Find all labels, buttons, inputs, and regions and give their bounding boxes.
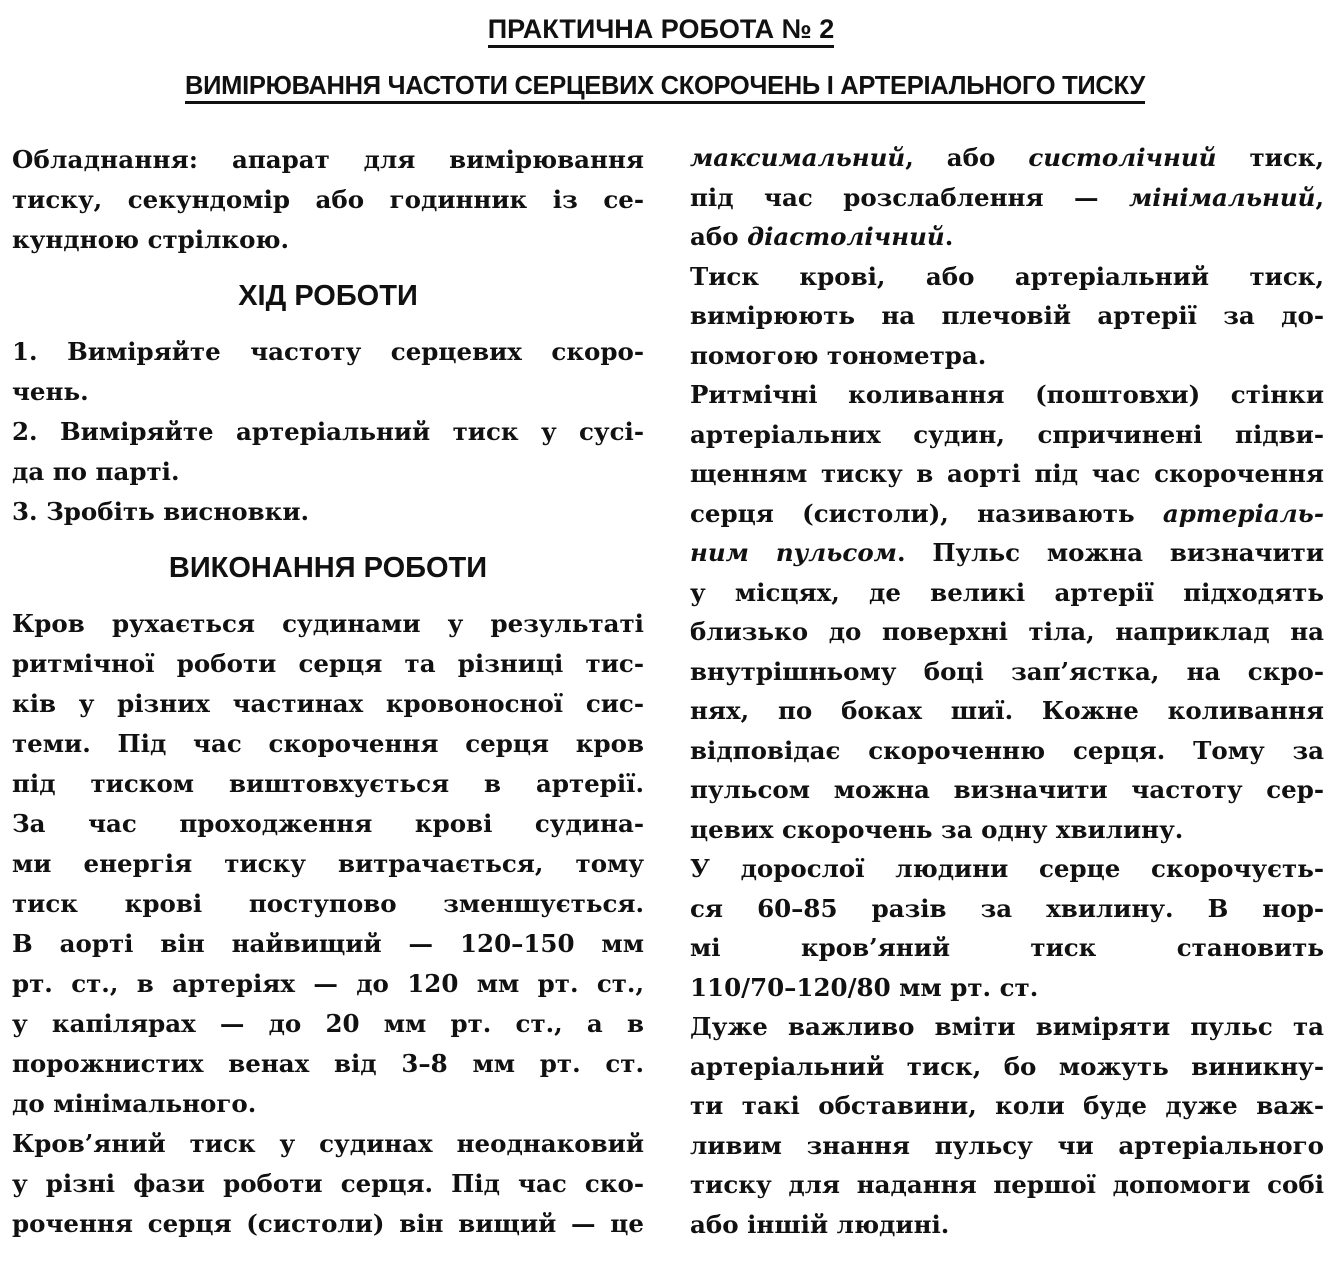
text-line — [12, 452, 644, 492]
text-line — [12, 804, 644, 844]
text-line — [12, 764, 644, 804]
text-line — [12, 140, 644, 180]
italic-term: мінімальний — [1128, 182, 1316, 212]
text-line — [690, 1007, 1324, 1047]
text-line — [690, 573, 1324, 613]
text-segment: Тиск крові, або артеріальний тиск, — [690, 261, 1324, 291]
text-segment: нях, по боках шиї. Кожне коливання — [690, 696, 1324, 725]
text-line — [690, 138, 1324, 178]
text-line — [690, 691, 1324, 731]
text-line — [12, 1084, 644, 1124]
text-segment: У дорослої людини серце скорочуєть- — [690, 854, 1324, 883]
text-segment: рт. ст., в артеріях — до 120 мм рт. ст., — [12, 969, 644, 998]
text-line — [690, 257, 1324, 297]
text-line — [690, 1086, 1324, 1126]
text-segment: За час проходження крові судина- — [12, 809, 644, 838]
text-segment: 2. Виміряйте артеріальний тиск у сусі- — [12, 417, 644, 446]
text-line — [690, 454, 1324, 494]
section-heading: ХІД РОБОТИ — [238, 280, 418, 312]
text-line — [12, 964, 644, 1004]
text-segment: 3. Зробіть висновки. — [12, 497, 310, 526]
text-segment: 1. Виміряйте частоту серцевих скоро- — [12, 337, 644, 366]
page-title-text: ПРАКТИЧНА РОБОТА № 2 — [488, 14, 835, 48]
text-segment: кундною стрілкою. — [12, 225, 290, 254]
italic-term: ним пульсом — [690, 538, 897, 567]
text-line — [12, 492, 644, 532]
text-segment: , або — [905, 143, 1029, 172]
bold-label: Обладнання: — [12, 145, 199, 174]
text-segment: щенням тиску в аорті під час скорочення — [690, 459, 1324, 488]
text-line — [690, 968, 1324, 1008]
text-line — [12, 844, 644, 884]
right-column — [690, 138, 1324, 1244]
text-line — [690, 494, 1324, 534]
text-segment: або — [690, 222, 748, 251]
text-segment: Кров’яний тиск у судинах неоднаковий — [12, 1129, 644, 1158]
text-line — [690, 296, 1324, 336]
text-line — [12, 1044, 644, 1084]
italic-term: артеріаль- — [1162, 498, 1324, 528]
text-segment: ритмічної роботи серця та різниці тис- — [12, 649, 644, 678]
text-line — [12, 220, 644, 260]
text-segment: тиск крові поступово зменшується. — [12, 889, 644, 918]
text-line — [12, 724, 644, 764]
text-segment: у різні фази роботи серця. Під час ско- — [12, 1169, 644, 1198]
text-segment: під тиском виштовхується в артерії. — [12, 769, 644, 798]
text-segment: під час розслаблення — — [690, 182, 1129, 212]
text-line — [12, 1164, 644, 1204]
text-segment: . — [944, 222, 954, 251]
text-segment: тиску для надання першої допомоги собі — [690, 1170, 1324, 1199]
italic-term: діастолічний — [747, 222, 945, 251]
text-segment: . Пульс можна визначити — [896, 538, 1324, 567]
text-segment: ти такі обставини, коли буде дуже важ- — [690, 1091, 1324, 1120]
text-segment: рочення серця (систоли) він вищий — це — [12, 1209, 644, 1238]
text-line — [12, 884, 644, 924]
text-line — [690, 652, 1324, 692]
text-segment: серця (систоли), називають — [690, 498, 1163, 528]
text-segment: порожнистих венах від 3–8 мм рт. ст. — [12, 1049, 644, 1078]
text-line — [690, 178, 1324, 218]
text-line — [690, 770, 1324, 810]
text-line — [12, 332, 644, 372]
text-segment: Ритмічні коливання (поштовхи) стінки — [690, 380, 1324, 409]
text-line — [12, 924, 644, 964]
text-segment: до мінімального. — [12, 1089, 257, 1118]
text-line — [12, 644, 644, 684]
text-line — [12, 412, 644, 452]
text-segment: помогою тонометра. — [690, 340, 987, 370]
text-segment: да по парті. — [12, 457, 180, 486]
text-line — [690, 217, 1324, 257]
text-segment: ми енергія тиску витрачається, тому — [12, 849, 644, 878]
text-line — [690, 612, 1324, 652]
section-heading: ВИКОНАННЯ РОБОТИ — [168, 552, 488, 584]
text-line — [12, 1124, 644, 1164]
text-line — [690, 1205, 1324, 1245]
text-line — [690, 375, 1324, 415]
text-segment: відповідає скороченню серця. Тому за — [690, 735, 1324, 765]
page-subtitle-text: ВИМІРЮВАННЯ ЧАСТОТИ СЕРЦЕВИХ СКОРОЧЕНЬ І АРТЕРІАЛЬНОГО ТИСКУ — [185, 72, 1145, 104]
text-segment: , — [1315, 182, 1324, 212]
text-line — [690, 533, 1324, 573]
text-segment: апарат для вимірювання — [198, 145, 644, 174]
italic-term: максимальний — [690, 143, 906, 172]
text-segment: ливим знання пульсу чи артеріального — [690, 1130, 1324, 1160]
text-line — [12, 1204, 644, 1244]
text-segment: теми. Під час скорочення серця кров — [12, 729, 644, 758]
text-line — [12, 1004, 644, 1044]
text-segment: мі кров’яний тиск становить — [690, 933, 1324, 962]
text-segment: Кров рухається судинами у результаті — [12, 609, 644, 638]
text-segment: близько до поверхні тіла, наприклад на — [690, 617, 1324, 646]
text-line — [12, 684, 644, 724]
left-column — [12, 140, 644, 1244]
text-segment: пульсом можна визначити частоту сер- — [690, 775, 1324, 804]
text-segment: у капілярах — до 20 мм рт. ст., а в — [12, 1009, 644, 1038]
text-line — [12, 180, 644, 220]
text-segment: цевих скорочень за одну хвилину. — [690, 814, 1184, 844]
text-line — [690, 731, 1324, 771]
text-segment: чень. — [12, 377, 89, 406]
text-segment: ся 60–85 разів за хвилину. В нор- — [690, 893, 1324, 923]
text-segment: Дуже важливо вміти виміряти пульс та — [690, 1012, 1324, 1041]
text-line — [690, 1165, 1324, 1205]
text-segment: артеріальний тиск, бо можуть виникну- — [690, 1051, 1324, 1081]
text-segment: тиск, — [1216, 143, 1324, 172]
text-line — [690, 1126, 1324, 1166]
text-line — [690, 889, 1324, 929]
text-line — [12, 372, 644, 412]
text-segment: вимірюють на плечовій артерії за до- — [690, 301, 1324, 330]
text-segment: артеріальних судин, спричинені підви- — [690, 419, 1324, 449]
text-segment: або іншій людині. — [690, 1209, 950, 1239]
page-subtitle — [0, 72, 1332, 101]
text-line — [690, 1047, 1324, 1087]
text-line — [12, 604, 644, 644]
text-segment: тиску, секундомір або годинник із се- — [12, 185, 644, 214]
text-line — [690, 336, 1324, 376]
text-line — [690, 849, 1324, 889]
text-line — [690, 810, 1324, 850]
text-segment: В аорті він найвищий — 120–150 мм — [12, 929, 644, 958]
text-line — [690, 928, 1324, 968]
text-segment: у місцях, де великі артерії підходять — [690, 577, 1324, 607]
italic-term: систолічний — [1028, 143, 1217, 172]
page-title — [0, 14, 1328, 45]
text-segment: ків у різних частинах кровоносної сис- — [12, 689, 644, 718]
text-segment: внутрішньому боці зап’ястка, на скро- — [690, 656, 1324, 686]
text-segment: 110/70–120/80 мм рт. ст. — [690, 972, 1039, 1002]
text-line — [690, 415, 1324, 455]
